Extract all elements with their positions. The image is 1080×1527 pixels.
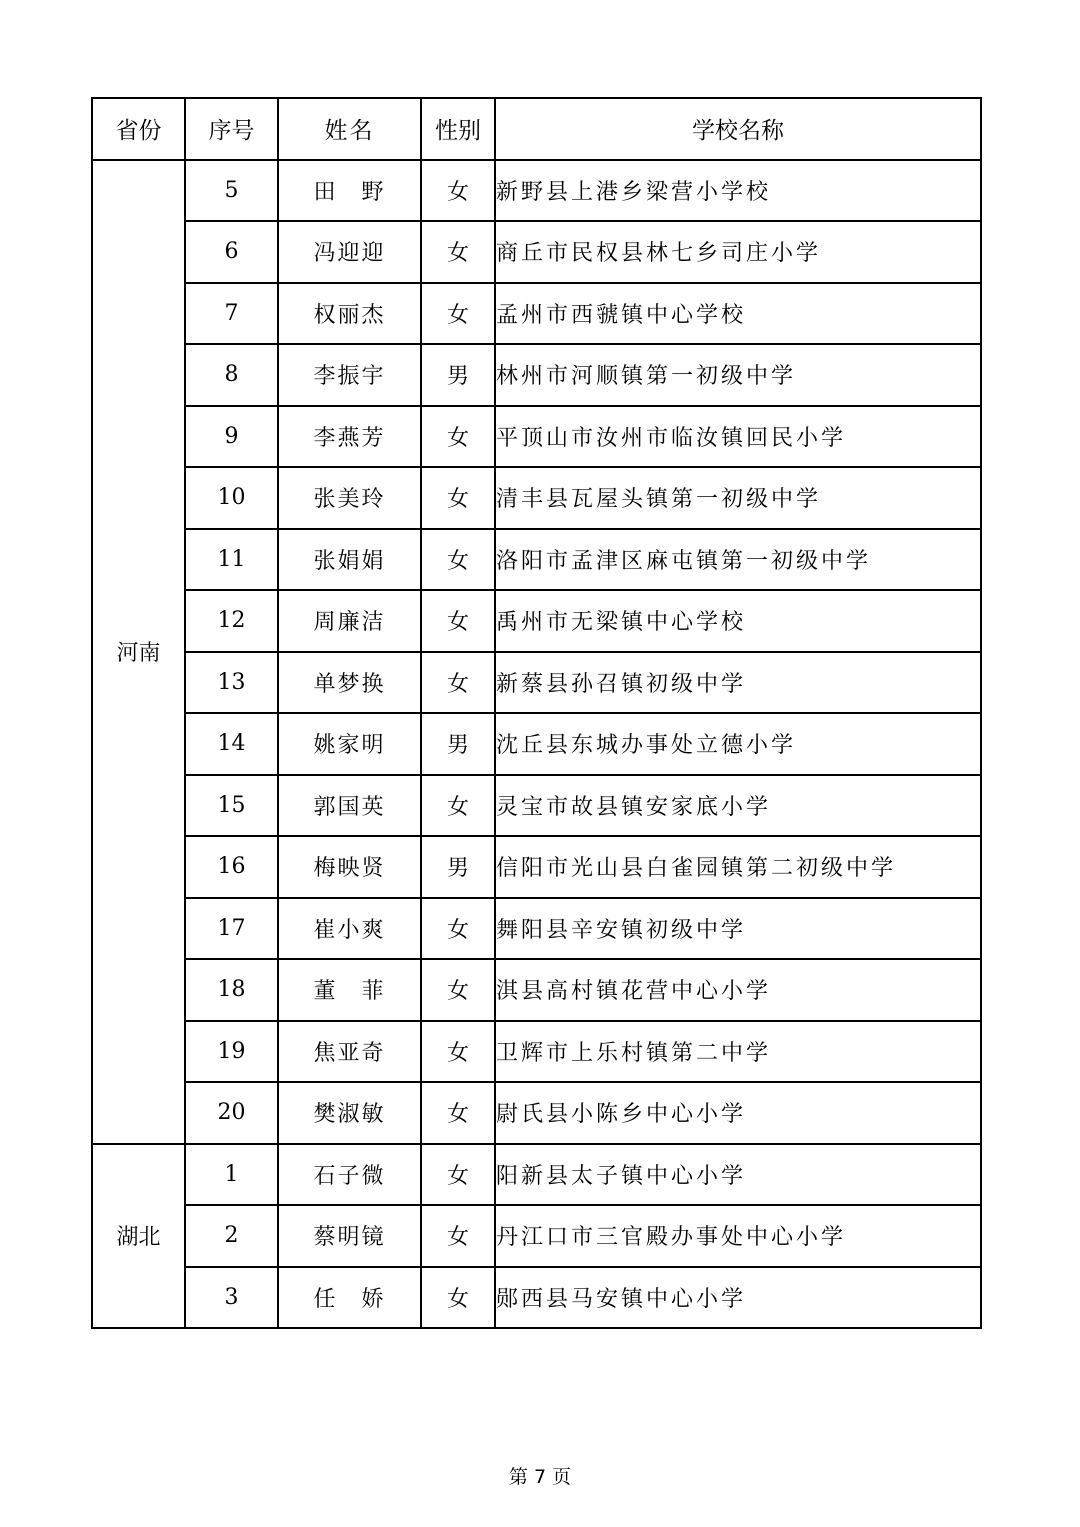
school-cell: 新蔡县孙召镇初级中学 [495, 652, 981, 714]
number-cell: 14 [185, 713, 278, 775]
gender-cell: 女 [421, 652, 495, 714]
number-cell: 10 [185, 467, 278, 529]
school-cell: 禹州市无梁镇中心学校 [495, 590, 981, 652]
table-row [92, 529, 981, 591]
table-row [92, 652, 981, 714]
gender-cell: 女 [421, 221, 495, 283]
header-province: 省份 [92, 98, 185, 160]
table-row [92, 406, 981, 468]
gender-cell: 女 [421, 406, 495, 468]
table-row [92, 959, 981, 1021]
gender-cell: 女 [421, 590, 495, 652]
table-row [92, 1082, 981, 1144]
school-cell: 平顶山市汝州市临汝镇回民小学 [495, 406, 981, 468]
number-cell: 18 [185, 959, 278, 1021]
number-cell: 20 [185, 1082, 278, 1144]
gender-cell: 男 [421, 344, 495, 406]
table-row [92, 1144, 981, 1206]
school-cell: 郧西县马安镇中心小学 [495, 1267, 981, 1329]
table-row [92, 344, 981, 406]
table-row [92, 1205, 981, 1267]
header-gender: 性别 [421, 98, 495, 160]
name-cell: 田 野 [278, 160, 421, 222]
school-cell: 卫辉市上乐村镇第二中学 [495, 1021, 981, 1083]
teacher-roster-table [91, 97, 982, 1329]
number-cell: 15 [185, 775, 278, 837]
table-row [92, 283, 981, 345]
school-cell: 林州市河顺镇第一初级中学 [495, 344, 981, 406]
name-cell: 权丽杰 [278, 283, 421, 345]
name-cell: 单梦换 [278, 652, 421, 714]
table-row [92, 221, 981, 283]
table-row [92, 898, 981, 960]
number-cell: 12 [185, 590, 278, 652]
number-cell: 13 [185, 652, 278, 714]
name-cell: 梅映贤 [278, 836, 421, 898]
school-cell: 沈丘县东城办事处立德小学 [495, 713, 981, 775]
name-cell: 樊淑敏 [278, 1082, 421, 1144]
name-cell: 董 菲 [278, 959, 421, 1021]
number-cell: 19 [185, 1021, 278, 1083]
number-cell: 16 [185, 836, 278, 898]
gender-cell: 女 [421, 959, 495, 1021]
school-cell: 新野县上港乡梁营小学校 [495, 160, 981, 222]
name-cell: 郭国英 [278, 775, 421, 837]
school-cell: 洛阳市孟津区麻屯镇第一初级中学 [495, 529, 981, 591]
gender-cell: 女 [421, 467, 495, 529]
school-cell: 舞阳县辛安镇初级中学 [495, 898, 981, 960]
table-row [92, 1267, 981, 1329]
school-cell: 信阳市光山县白雀园镇第二初级中学 [495, 836, 981, 898]
table-row [92, 775, 981, 837]
name-cell: 张娟娟 [278, 529, 421, 591]
school-cell: 淇县高村镇花营中心小学 [495, 959, 981, 1021]
school-cell: 阳新县太子镇中心小学 [495, 1144, 981, 1206]
number-cell: 7 [185, 283, 278, 345]
name-cell: 姚家明 [278, 713, 421, 775]
school-cell: 孟州市西虢镇中心学校 [495, 283, 981, 345]
gender-cell: 女 [421, 1267, 495, 1329]
gender-cell: 女 [421, 1144, 495, 1206]
number-cell: 1 [185, 1144, 278, 1206]
name-cell: 蔡明镜 [278, 1205, 421, 1267]
gender-cell: 女 [421, 160, 495, 222]
school-cell: 商丘市民权县林七乡司庄小学 [495, 221, 981, 283]
school-cell: 丹江口市三官殿办事处中心小学 [495, 1205, 981, 1267]
gender-cell: 女 [421, 529, 495, 591]
gender-cell: 女 [421, 775, 495, 837]
gender-cell: 女 [421, 283, 495, 345]
number-cell: 17 [185, 898, 278, 960]
gender-cell: 女 [421, 1082, 495, 1144]
header-name: 姓名 [278, 98, 421, 160]
name-cell: 崔小爽 [278, 898, 421, 960]
number-cell: 11 [185, 529, 278, 591]
number-cell: 6 [185, 221, 278, 283]
name-cell: 石子微 [278, 1144, 421, 1206]
table-row [92, 160, 981, 222]
gender-cell: 男 [421, 836, 495, 898]
gender-cell: 女 [421, 1205, 495, 1267]
number-cell: 8 [185, 344, 278, 406]
table-header-row [92, 98, 981, 160]
name-cell: 张美玲 [278, 467, 421, 529]
name-cell: 周廉洁 [278, 590, 421, 652]
gender-cell: 女 [421, 1021, 495, 1083]
header-school: 学校名称 [495, 98, 981, 160]
name-cell: 任 娇 [278, 1267, 421, 1329]
school-cell: 尉氏县小陈乡中心小学 [495, 1082, 981, 1144]
table-body [92, 160, 981, 1329]
gender-cell: 男 [421, 713, 495, 775]
number-cell: 9 [185, 406, 278, 468]
number-cell: 5 [185, 160, 278, 222]
school-cell: 清丰县瓦屋头镇第一初级中学 [495, 467, 981, 529]
table-row [92, 1021, 981, 1083]
table-row [92, 836, 981, 898]
page-number: 第 7 页 [508, 1466, 572, 1488]
name-cell: 李振宇 [278, 344, 421, 406]
header-number: 序号 [185, 98, 278, 160]
province-cell: 湖北 [92, 1144, 185, 1329]
number-cell: 2 [185, 1205, 278, 1267]
gender-cell: 女 [421, 898, 495, 960]
table-row [92, 713, 981, 775]
number-cell: 3 [185, 1267, 278, 1329]
name-cell: 焦亚奇 [278, 1021, 421, 1083]
table-row [92, 590, 981, 652]
name-cell: 李燕芳 [278, 406, 421, 468]
school-cell: 灵宝市故县镇安家底小学 [495, 775, 981, 837]
name-cell: 冯迎迎 [278, 221, 421, 283]
table-row [92, 467, 981, 529]
province-cell: 河南 [92, 160, 185, 1144]
